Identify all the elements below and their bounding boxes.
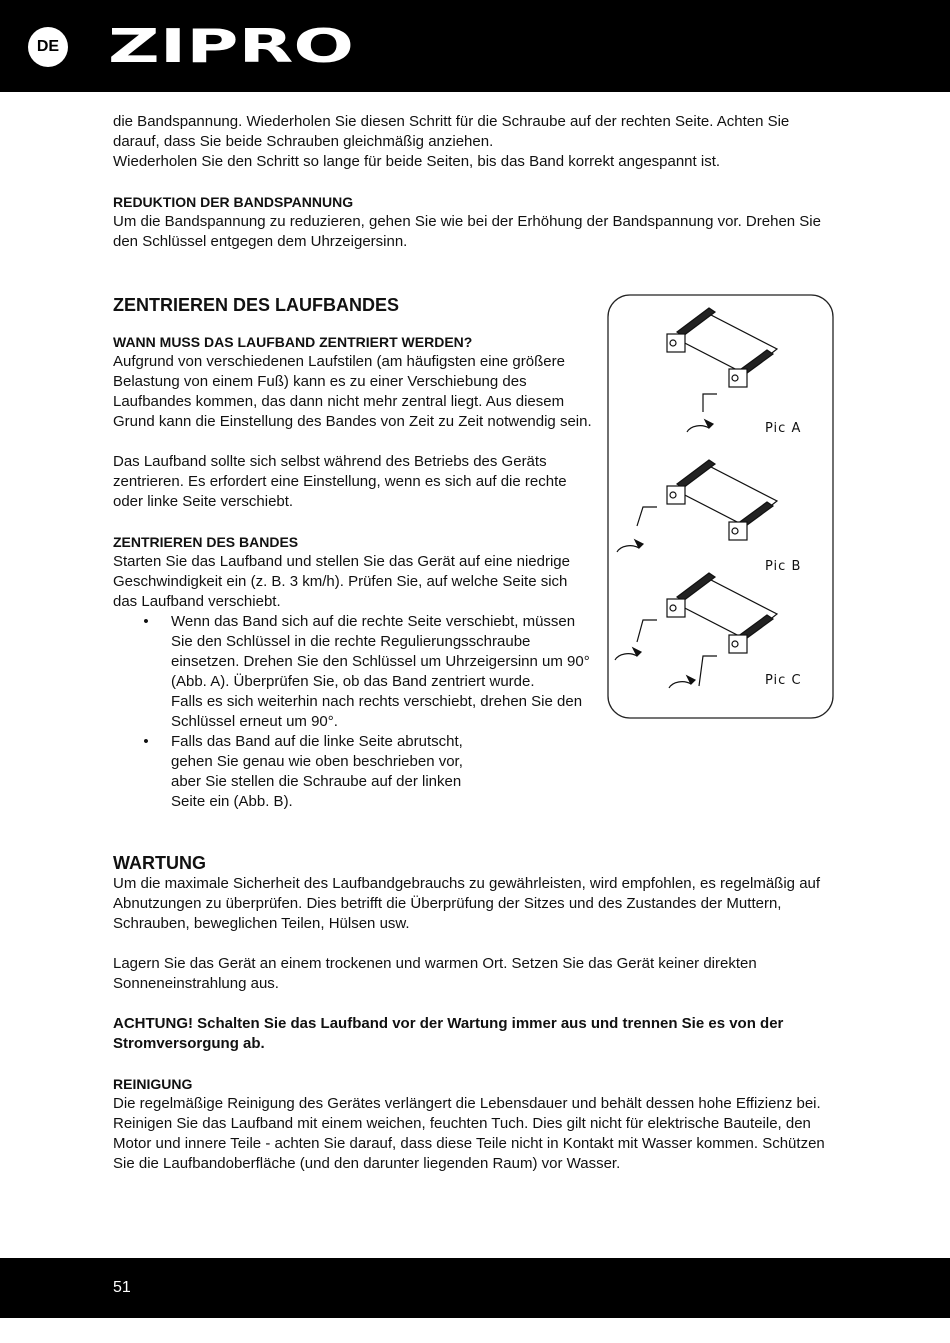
bullet2-text: Falls das Band auf die linke Seite abrutscht, gehen Sie genau wie oben beschrieben vor, aber Sie stellen die Schraube auf der linken Seite ein (Abb. B).	[171, 733, 463, 810]
language-badge: DE	[28, 27, 68, 67]
wartung-text-2: Lagern Sie das Gerät an einem trockenen und warmen Ort. Setzen Sie das Gerät keiner direkten Sonneneinstrahlung aus.	[113, 955, 757, 992]
reinigung-heading: REINIGUNG	[113, 1076, 193, 1092]
wartung-text-1: Um die maximale Sicherheit des Laufbandgebrauchs zu gewährleisten, wird empfohlen, es regelmäßig auf Abnutzungen zu überprüfen. Dies betrifft die Überprüfung der Sitzes und des Zustandes der Muttern, Schrauben, beweglichen Teilen, Hülsen usw.	[113, 875, 821, 932]
wann-heading: WANN MUSS DAS LAUFBAND ZENTRIERT WERDEN?	[113, 334, 473, 350]
pic-c-label: Pic C	[765, 673, 802, 688]
page-footer	[0, 1258, 950, 1318]
page-number: 51	[113, 1279, 131, 1296]
intro-text-1: die Bandspannung. Wiederholen Sie diesen Schritt für die Schraube auf der rechten Seite. Achten Sie darauf, dass Sie beide Schrauben gleichmäßig anziehen.	[113, 113, 790, 150]
bandes-text: Starten Sie das Laufband und stellen Sie das Gerät auf eine niedrige Geschwindigkeit ein (z. B. 3 km/h). Prüfen Sie, auf welche Seite sich das Laufband verschiebt.	[113, 553, 570, 610]
selbst-text: Das Laufband sollte sich selbst während des Betriebs des Geräts zentrieren. Es erfordert eine Einstellung, wenn es sich auf die rechte oder linke Seite verschiebt.	[113, 453, 567, 510]
bandes-heading: ZENTRIEREN DES BANDES	[113, 534, 299, 550]
bullet-icon: •	[143, 613, 149, 630]
page-header	[0, 0, 950, 92]
bullet1-text-b: Falls es sich weiterhin nach rechts verschiebt, drehen Sie den Schlüssel erneut um 90°.	[171, 693, 583, 730]
list-item	[113, 732, 471, 812]
reduktion-heading: REDUKTION DER BANDSPANNUNG	[113, 194, 354, 210]
zentrieren-text-column	[113, 332, 593, 812]
wartung-heading: WARTUNG	[113, 853, 206, 873]
wartung-warning: ACHTUNG! Schalten Sie das Laufband vor der Wartung immer aus und trennen Sie es von der Stromversorgung ab.	[113, 1015, 784, 1052]
pic-a-label: Pic A	[765, 421, 802, 436]
zentrieren-heading: ZENTRIEREN DES LAUFBANDES	[113, 295, 400, 315]
reduktion-text: Um die Bandspannung zu reduzieren, gehen Sie wie bei der Erhöhung der Bandspannung vor. Drehen Sie den Schlüssel entgegen dem Uhrzeigersinn.	[113, 213, 821, 250]
brand-logo: ZIPRO	[108, 19, 355, 73]
intro-text-2: Wiederholen Sie den Schritt so lange für beide Seiten, bis das Band korrekt angespannt ist.	[113, 153, 721, 170]
adjustment-list	[113, 612, 593, 812]
pic-b-label: Pic B	[765, 559, 802, 574]
bullet-icon: •	[143, 733, 149, 750]
reinigung-text: Die regelmäßige Reinigung des Gerätes verlängert die Lebensdauer und behält dessen hohe Effizienz bei. Reinigen Sie das Laufband mit einem weichen, feuchten Tuch. Dies gilt nicht für elektrische Bauteile, den Motor und innere Teile - achten Sie darauf, dass diese Teile nicht in Kontakt mit Wasser kommen. Schützen Sie die Laufbandoberfläche (und den darunter liegenden Raum) vor Wasser.	[113, 1095, 825, 1172]
bullet1-text-a: Wenn das Band sich auf die rechte Seite verschiebt, müssen Sie den Schlüssel in die rechte Regulierungsschraube einsetzen. Drehen Sie den Schlüssel um Uhrzeigersinn um 90° (Abb. A). Überprüfen Sie, ob das Band zentriert wurde.	[171, 613, 590, 690]
wann-text: Aufgrund von verschiedenen Laufstilen (am häufigsten eine größere Belastung von einem Fuß) kann es zu einer Verschiebung des Laufbandes kommen, das dann nicht mehr zentral liegt. Aus diesem Grund kann die Einstellung des Bandes von Zeit zu Zeit notwendig sein.	[113, 353, 592, 430]
belt-adjustment-diagram	[607, 294, 834, 719]
list-item	[113, 612, 593, 732]
